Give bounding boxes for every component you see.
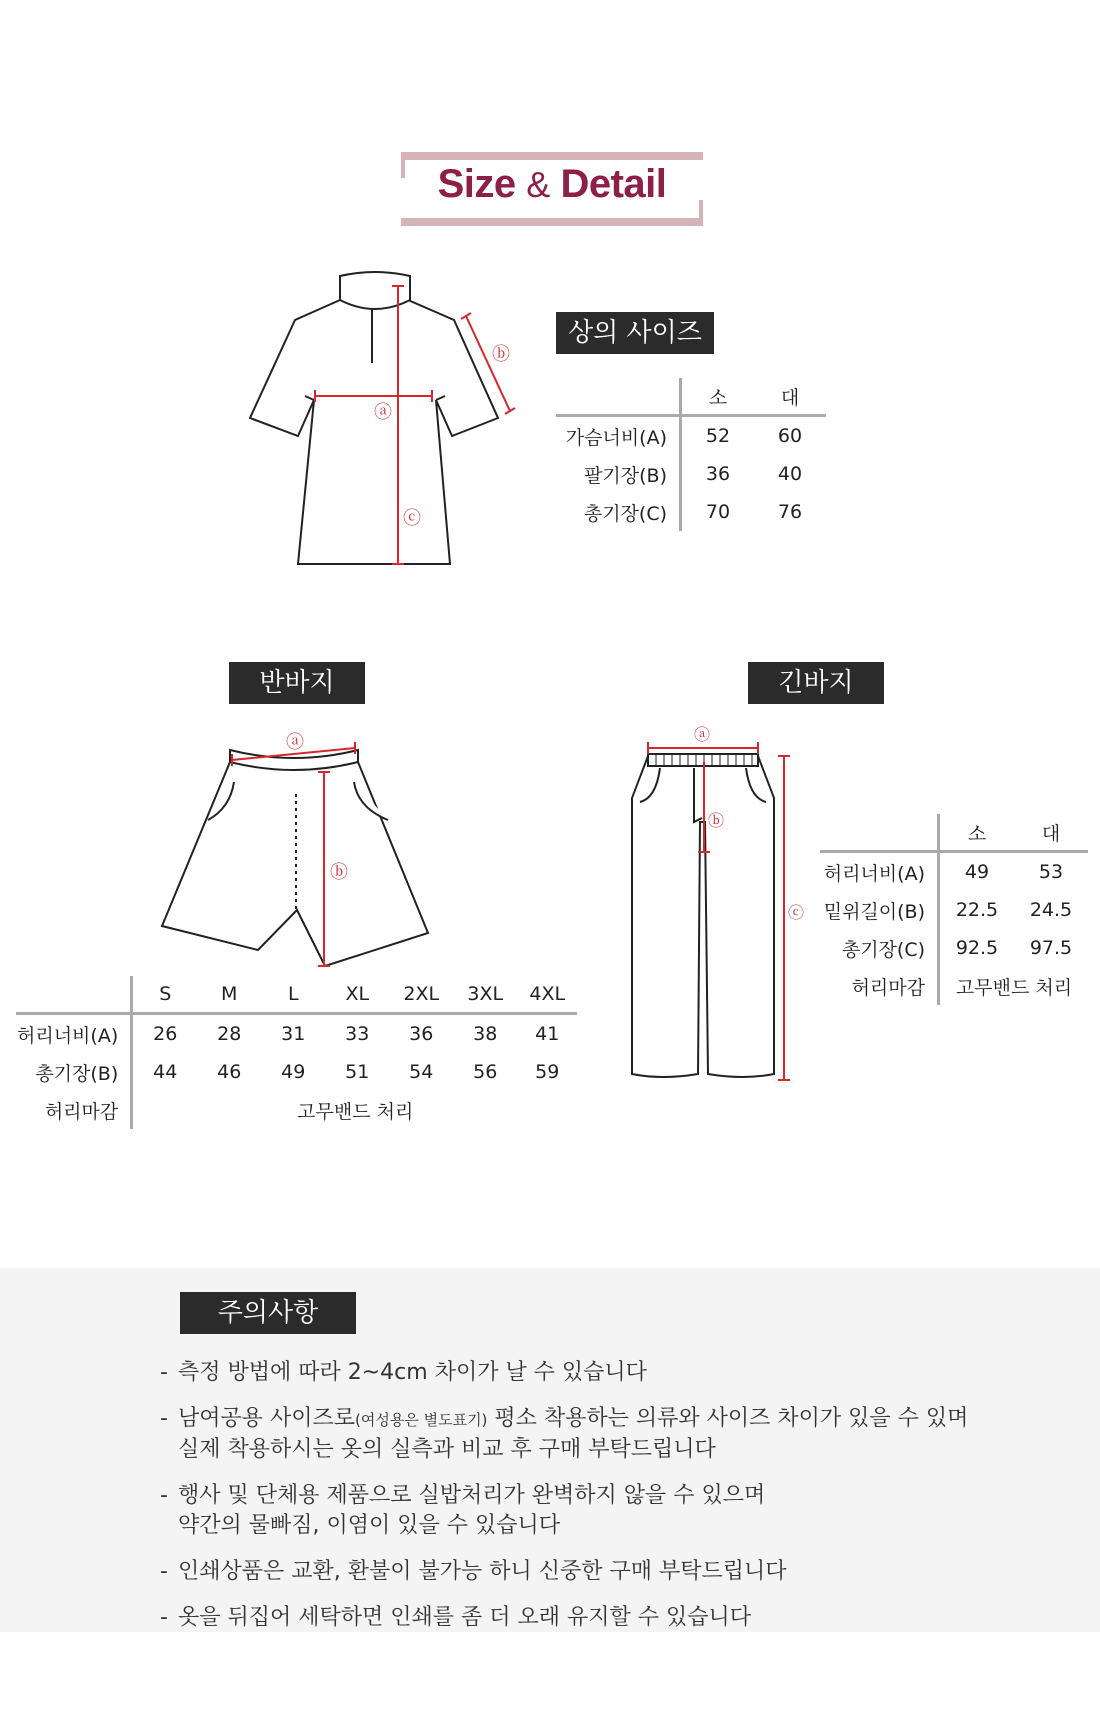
table-row: 허리너비(A) 26 28 31 33 36 38 41 bbox=[16, 1014, 577, 1054]
shorts-size-table: S M L XL 2XL 3XL 4XL 허리너비(A) 26 28 31 33 36 38 41 총기장(B) 44 46 49 51 54 56 59 허리마감 고무밴드 처리 bbox=[16, 976, 577, 1129]
mark-b: ⓑ bbox=[330, 862, 348, 883]
mark-a: ⓐ bbox=[286, 732, 304, 753]
title-bar-top bbox=[401, 152, 703, 160]
mark-a: ⓐ bbox=[374, 402, 392, 423]
notice-section bbox=[0, 1268, 1100, 1632]
table-row: 가슴너비(A) 52 60 bbox=[556, 416, 826, 456]
list-item: - 행사 및 단체용 제품으로 실밥처리가 완벽하지 않을 수 있으며 약간의 물빠짐, 이염이 있을 수 있습니다 bbox=[160, 1483, 766, 1538]
notice-label: 주의사항 bbox=[180, 1292, 356, 1334]
shorts-illustration bbox=[150, 728, 450, 974]
table-row: 총기장(C) 70 76 bbox=[556, 493, 826, 531]
pants-illustration bbox=[626, 722, 806, 1090]
notice-list bbox=[160, 1358, 968, 1649]
table-row: 허리마감 고무밴드 처리 bbox=[820, 967, 1088, 1005]
table-row: 팔기장(B) 36 40 bbox=[556, 455, 826, 493]
table-row: 허리너비(A) 49 53 bbox=[820, 852, 1088, 892]
mark-b: ⓑ bbox=[708, 811, 725, 830]
pants-label: 긴바지 bbox=[748, 662, 884, 704]
top-size-table: 소 대 가슴너비(A) 52 60 팔기장(B) 36 40 총기장(C) 70 76 bbox=[556, 378, 826, 531]
list-item: - 측정 방법에 따라 2~4cm 차이가 날 수 있습니다 bbox=[160, 1360, 647, 1385]
table-row: 총기장(C) 92.5 97.5 bbox=[820, 929, 1088, 967]
mark-b: ⓑ bbox=[492, 344, 510, 365]
shirt-illustration bbox=[240, 268, 530, 578]
list-item: - 인쇄상품은 교환, 환불이 불가능 하니 신중한 구매 부탁드립니다 bbox=[160, 1559, 787, 1584]
mark-a: ⓐ bbox=[694, 725, 711, 744]
table-row: 밑위길이(B) 22.5 24.5 bbox=[820, 891, 1088, 929]
list-item: - 옷을 뒤집어 세탁하면 인쇄를 좀 더 오래 유지할 수 있습니다 bbox=[160, 1605, 751, 1630]
mark-c: ⓒ bbox=[403, 508, 421, 529]
list-item: - 남여공용 사이즈로(여성용은 별도표기) 평소 착용하는 의류와 사이즈 차이가 있을 수 있며 실제 착용하시는 옷의 실측과 비교 후 구매 부탁드립니다 bbox=[160, 1406, 969, 1462]
title-text: Size & Detail bbox=[437, 162, 667, 206]
title-bar-bottom bbox=[401, 218, 703, 226]
table-row: 총기장(B) 44 46 49 51 54 56 59 bbox=[16, 1053, 577, 1091]
section-title bbox=[401, 152, 703, 226]
mark-c: ⓒ bbox=[788, 903, 805, 922]
table-row: 허리마감 고무밴드 처리 bbox=[16, 1091, 577, 1129]
shorts-label: 반바지 bbox=[229, 662, 365, 704]
pants-size-table: 소 대 허리너비(A) 49 53 밑위길이(B) 22.5 24.5 총기장(C) 92.5 97.5 허리마감 고무밴드 처리 bbox=[820, 814, 1088, 1005]
top-size-label: 상의 사이즈 bbox=[556, 312, 714, 354]
